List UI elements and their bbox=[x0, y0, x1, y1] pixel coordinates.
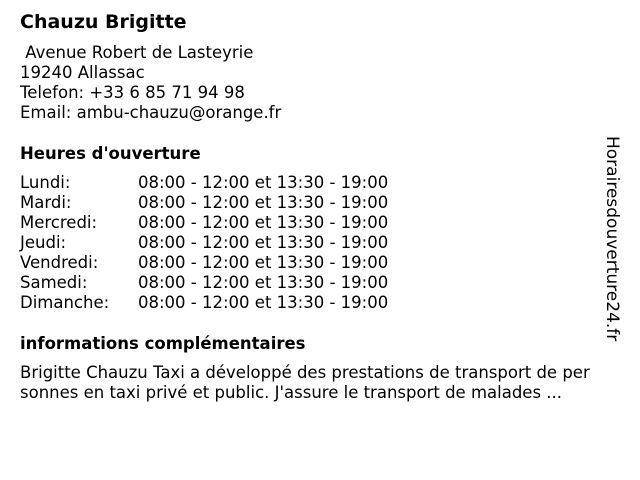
opening-hours-list bbox=[20, 173, 388, 313]
business-description bbox=[20, 363, 620, 403]
hours-row-wednesday bbox=[20, 213, 388, 233]
time-range: 08:00 - 12:00 et 13:30 - 19:00 bbox=[138, 213, 389, 232]
day-label: Samedi: bbox=[20, 273, 88, 292]
hours-row-friday bbox=[20, 253, 388, 273]
time-range: 08:00 - 12:00 et 13:30 - 19:00 bbox=[138, 253, 389, 272]
phone-number: Telefon: +33 6 85 71 94 98 bbox=[20, 83, 245, 102]
description-line-2: sonnes en taxi privé et public. J'assure le transport de malades ... bbox=[20, 383, 563, 402]
day-label: Vendredi: bbox=[20, 253, 99, 272]
contact-block bbox=[20, 43, 281, 123]
opening-hours-heading: Heures d'ouverture bbox=[20, 144, 201, 163]
hours-row-sunday bbox=[20, 293, 388, 313]
day-label: Mercredi: bbox=[20, 213, 98, 232]
time-range: 08:00 - 12:00 et 13:30 - 19:00 bbox=[138, 293, 389, 312]
day-label: Jeudi: bbox=[20, 233, 67, 252]
hours-row-monday bbox=[20, 173, 388, 193]
email-address: Email: ambu-chauzu@orange.fr bbox=[20, 103, 282, 122]
time-range: 08:00 - 12:00 et 13:30 - 19:00 bbox=[138, 193, 389, 212]
street-address: Avenue Robert de Lasteyrie bbox=[20, 43, 254, 62]
site-watermark: Horairesdouverture24.fr bbox=[602, 136, 622, 342]
time-range: 08:00 - 12:00 et 13:30 - 19:00 bbox=[138, 273, 389, 292]
day-label: Mardi: bbox=[20, 193, 72, 212]
business-name: Chauzu Brigitte bbox=[20, 11, 187, 33]
hours-row-thursday bbox=[20, 233, 388, 253]
hours-row-saturday bbox=[20, 273, 388, 293]
postal-city: 19240 Allassac bbox=[20, 63, 145, 82]
description-line-1: Brigitte Chauzu Taxi a développé des prestations de transport de per bbox=[20, 363, 590, 382]
time-range: 08:00 - 12:00 et 13:30 - 19:00 bbox=[138, 233, 389, 252]
additional-info-heading: informations complémentaires bbox=[20, 334, 306, 353]
day-label: Lundi: bbox=[20, 173, 71, 192]
hours-row-tuesday bbox=[20, 193, 388, 213]
day-label: Dimanche: bbox=[20, 293, 110, 312]
time-range: 08:00 - 12:00 et 13:30 - 19:00 bbox=[138, 173, 389, 192]
